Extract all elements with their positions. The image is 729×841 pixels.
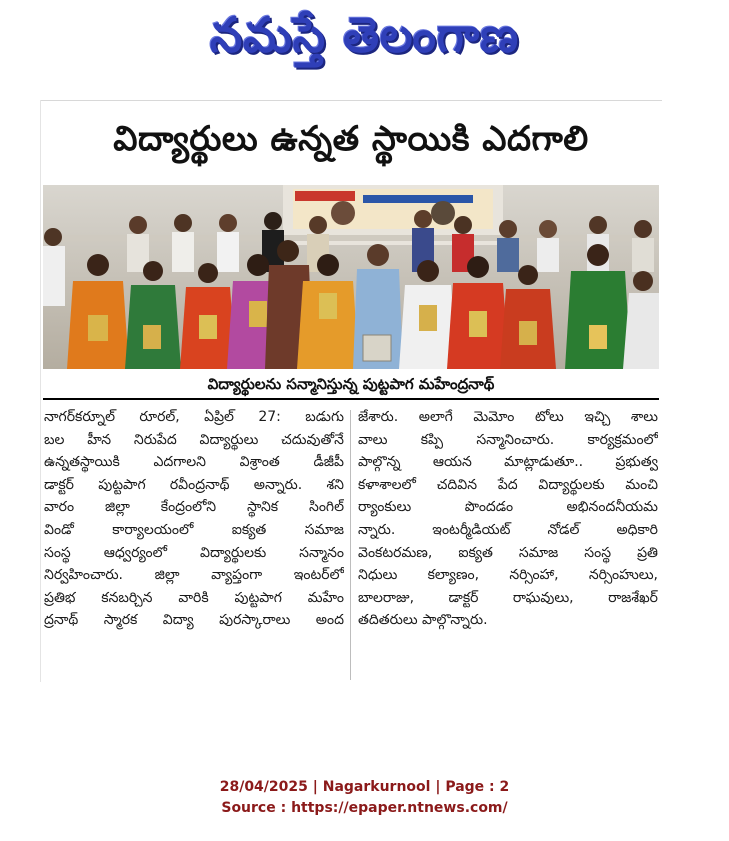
body-line: కళాశాలలో చదివిన పేద విద్యార్థులకు మంచి (358, 476, 658, 493)
body-line: ప్రతిభ కనబర్చిన వారికి పుట్టపాగ మహేం (44, 589, 344, 606)
body-line: ద్రనాథ్ స్మారక విద్యా పురస్కారాలు అంద (44, 612, 344, 629)
group-photo-image (43, 185, 659, 369)
body-line: బల హీన నిరుపేద విద్యార్థులు చదువుతోనే (44, 431, 344, 448)
body-line: పాల్గొన్న ఆయన మాట్లాడుతూ.. ప్రభుత్వ (358, 454, 658, 471)
body-line: నిర్వహించారు. జిల్లా వ్యాప్తంగా ఇంటర్‌లో (44, 567, 344, 584)
body-line: డాక్టర్ పుట్టపాగ రవీంద్రనాథ్ అన్నారు. శని (44, 476, 344, 493)
body-line: వారం జిల్లా కేంద్రంలోని స్థానిక సింగిల్ (44, 499, 344, 516)
body-line: వెంకటరమణ, ఐక్యత సమాజ సంస్థ ప్రతి (358, 544, 658, 561)
footer-source: Source : https://epaper.ntnews.com/ (221, 800, 508, 816)
body-line: నాగర్‌కర్నూల్ రూరల్, ఏప్రిల్ 27: బడుగు (44, 409, 344, 425)
masthead-title: నమస్తే తెలంగాణ (209, 6, 520, 64)
body-line: ర్యాంకులు పొందడం అభినందనీయమ (358, 499, 658, 516)
article-photo (43, 185, 659, 369)
body-line: తదితరులు పాల్గొన్నారు. (358, 612, 488, 629)
body-line: బాలరాజు, డాక్టర్ రాఘవులు, రాజశేఖర్ (358, 589, 658, 606)
body-line: విండో కార్యాలయంలో ఐక్యత సమాజ (44, 521, 344, 538)
photo-caption (43, 370, 659, 400)
clipping-left-edge (40, 100, 41, 682)
footer-date-edition: 28/04/2025 | Nagarkurnool | Page : 2 (219, 779, 510, 795)
article-headline: విద్యార్థులు ఉన్నత స్థాయికి ఎదగాలి (113, 119, 589, 159)
article-body-right-column (358, 406, 658, 632)
body-line: సంస్థ ఆధ్వర్యంలో విద్యార్థులకు సన్మానం (44, 544, 344, 561)
body-line: నిధులు కల్యాణం, నర్సింహా, నర్సింహులు, (358, 567, 658, 584)
clipping-top-edge (40, 100, 662, 101)
masthead (0, 8, 729, 80)
body-line: న్నారు. ఇంటర్మీడియట్ నోడల్ అధికారి (358, 521, 658, 538)
body-line: జేశారు. అలాగే మెమోం టోలు ఇచ్చి శాలు (358, 409, 658, 425)
body-line: వాలు కప్పి సన్మానించారు. కార్యక్రమంలో (358, 431, 658, 448)
column-divider (350, 410, 351, 680)
photo-caption-text: విద్యార్థులను సన్మానిస్తున్న పుట్టపాగ మహేంద్రనాథ్ (207, 375, 495, 393)
body-line: ఉన్నతస్థాయికి ఎదగాలని విశ్రాంత డీజీపీ (44, 454, 344, 471)
article-body-left-column (44, 406, 344, 632)
